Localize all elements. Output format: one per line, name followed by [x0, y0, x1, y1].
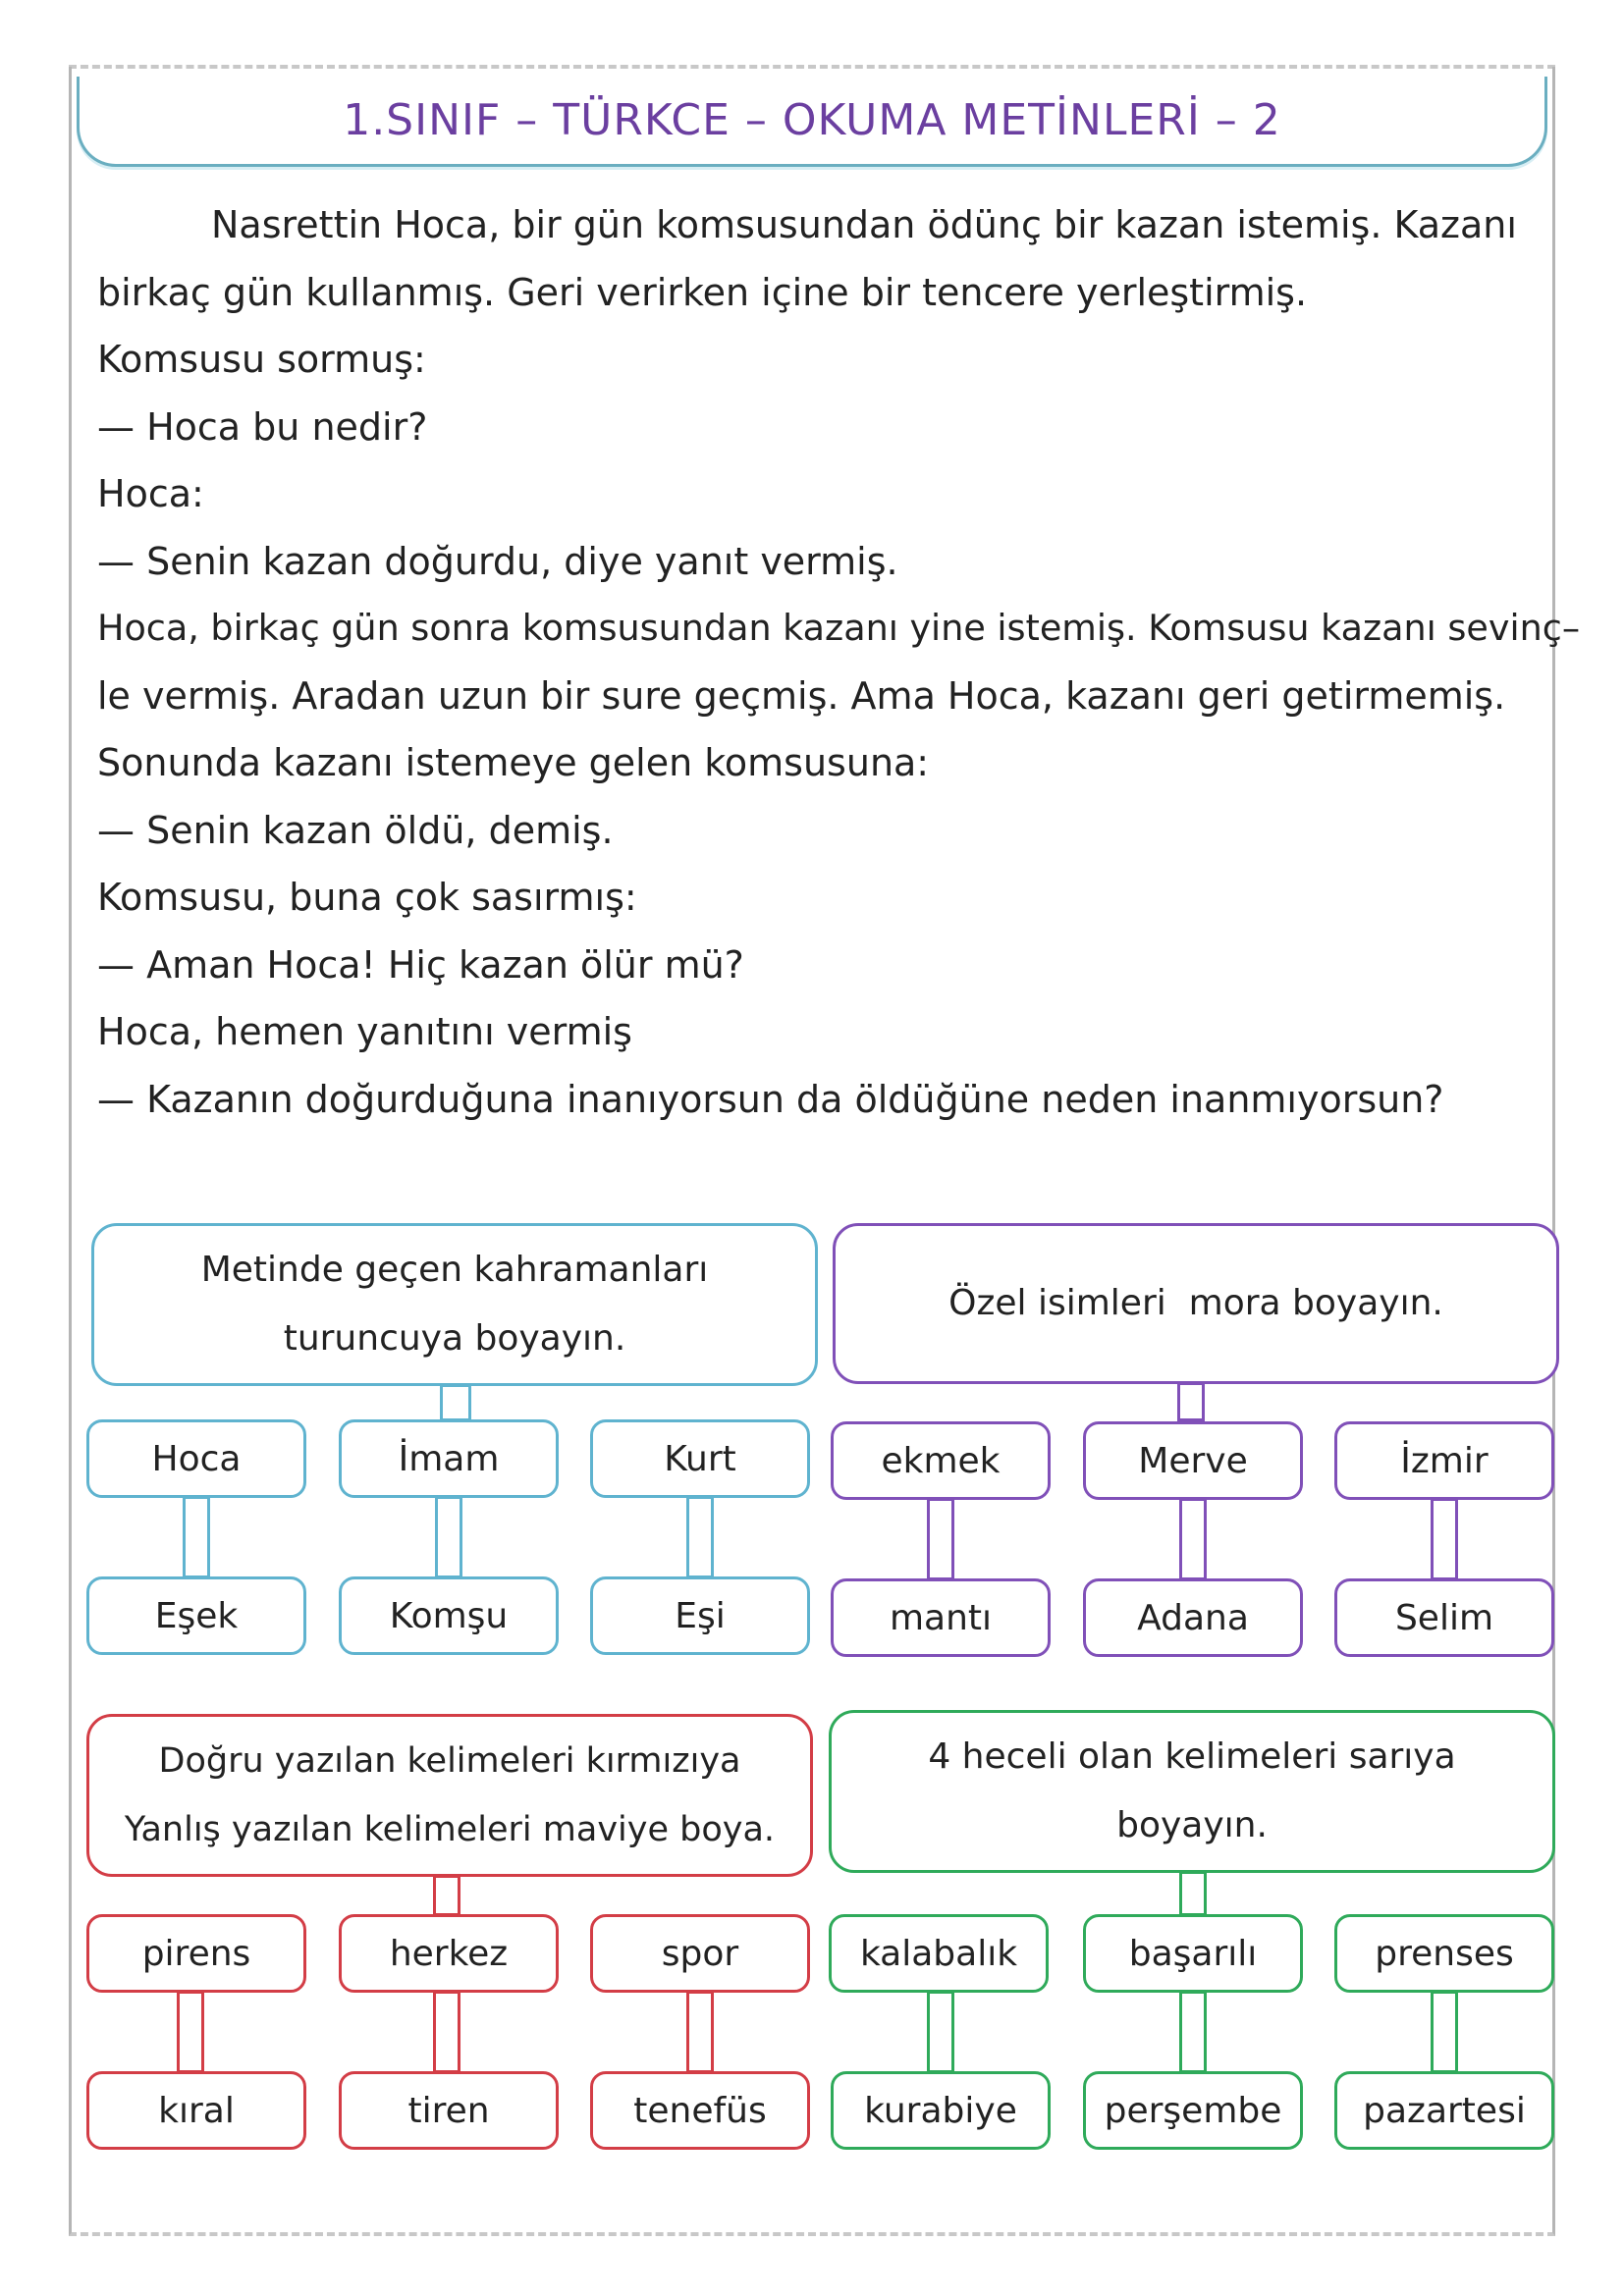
- story-line: — Hoca bu nedir?: [97, 404, 428, 449]
- connector: [927, 1498, 954, 1580]
- exercise-4-word[interactable]: kalabalık: [829, 1914, 1049, 1993]
- connector: [686, 1496, 714, 1578]
- exercise-1-word[interactable]: Eşek: [86, 1576, 306, 1655]
- exercise-4-word[interactable]: perşembe: [1083, 2071, 1303, 2150]
- connector: [433, 1875, 460, 1916]
- connector: [1177, 1382, 1205, 1421]
- story-line: Hoca:: [97, 472, 204, 515]
- story-line: — Senin kazan doğurdu, diye yanıt vermiş.: [97, 539, 898, 583]
- instruction-line: Doğru yazılan kelimeleri kırmızıya: [158, 1741, 741, 1781]
- exercise-1-instruction: [91, 1223, 818, 1386]
- exercise-1-word[interactable]: Kurt: [590, 1419, 810, 1498]
- story-line: — Aman Hoca! Hiç kazan ölür mü?: [97, 942, 744, 987]
- instruction-line: Özel isimleri mora boyayın.: [948, 1283, 1443, 1323]
- instruction-line: 4 heceli olan kelimeleri sarıya: [928, 1736, 1456, 1777]
- connector: [177, 1991, 204, 2073]
- exercise-3-word[interactable]: spor: [590, 1914, 810, 1993]
- connector: [1179, 1871, 1207, 1916]
- exercise-2-word[interactable]: İzmir: [1334, 1421, 1554, 1500]
- connector: [183, 1496, 210, 1578]
- story-text: [97, 191, 1581, 1133]
- instruction-line: turuncuya boyayın.: [283, 1318, 626, 1359]
- story-line: Komsusu, buna çok sasırmış:: [97, 876, 637, 919]
- story-line: birkaç gün kullanmış. Geri verirken içine bir tencere yerleştirmiş.: [97, 270, 1308, 314]
- story-line: Hoca, birkaç gün sonra komsusundan kazanı yine istemiş. Komsusu kazanı sevinç–: [97, 607, 1581, 649]
- exercise-1-word[interactable]: Eşi: [590, 1576, 810, 1655]
- exercise-2-instruction: [833, 1223, 1559, 1384]
- story-line: le vermiş. Aradan uzun bir sure geçmiş. Ama Hoca, kazanı geri getirmemiş.: [97, 673, 1506, 718]
- exercise-3-word[interactable]: pirens: [86, 1914, 306, 1993]
- connector: [1179, 1498, 1207, 1580]
- exercise-4-word[interactable]: başarılı: [1083, 1914, 1303, 1993]
- story-line: Sonunda kazanı istemeye gelen komsusuna:: [97, 741, 930, 784]
- exercise-4-instruction: [829, 1710, 1555, 1873]
- connector: [927, 1991, 954, 2073]
- instruction-line: boyayın.: [1116, 1805, 1268, 1845]
- exercise-1-word[interactable]: Hoca: [86, 1419, 306, 1498]
- connector: [1431, 1498, 1458, 1580]
- exercise-2-word[interactable]: mantı: [831, 1578, 1051, 1657]
- exercise-3-word[interactable]: herkez: [339, 1914, 559, 1993]
- title-banner: [77, 77, 1547, 167]
- exercise-3-instruction: [86, 1714, 813, 1877]
- instruction-line: Yanlış yazılan kelimeleri maviye boya.: [124, 1810, 776, 1849]
- story-line: Hoca, hemen yanıtını vermiş: [97, 1010, 632, 1053]
- exercise-4-word[interactable]: prenses: [1334, 1914, 1554, 1993]
- exercise-3-word[interactable]: tenefüs: [590, 2071, 810, 2150]
- connector: [440, 1384, 471, 1421]
- connector: [435, 1496, 462, 1578]
- story-line: — Senin kazan öldü, demiş.: [97, 808, 614, 852]
- exercise-3-word[interactable]: kıral: [86, 2071, 306, 2150]
- connector: [686, 1991, 714, 2073]
- page-title: 1.SINIF – TÜRKCE – OKUMA METİNLERİ – 2: [343, 95, 1281, 145]
- connector: [1431, 1991, 1458, 2073]
- exercise-3-word[interactable]: tiren: [339, 2071, 559, 2150]
- story-line: Komsusu sormuş:: [97, 338, 426, 381]
- connector: [433, 1991, 460, 2073]
- story-line: — Kazanın doğurduğuna inanıyorsun da öldüğüne neden inanmıyorsun?: [97, 1077, 1444, 1121]
- exercise-1-word[interactable]: Komşu: [339, 1576, 559, 1655]
- story-line: Nasrettin Hoca, bir gün komsusundan ödünç bir kazan istemiş. Kazanı: [211, 203, 1517, 246]
- exercise-2-word[interactable]: Merve: [1083, 1421, 1303, 1500]
- exercise-4-word[interactable]: pazartesi: [1334, 2071, 1554, 2150]
- exercise-2-word[interactable]: ekmek: [831, 1421, 1051, 1500]
- exercise-1-word[interactable]: İmam: [339, 1419, 559, 1498]
- exercise-2-word[interactable]: Adana: [1083, 1578, 1303, 1657]
- exercise-4-word[interactable]: kurabiye: [831, 2071, 1051, 2150]
- instruction-line: Metinde geçen kahramanları: [200, 1250, 709, 1290]
- connector: [1179, 1991, 1207, 2073]
- exercise-2-word[interactable]: Selim: [1334, 1578, 1554, 1657]
